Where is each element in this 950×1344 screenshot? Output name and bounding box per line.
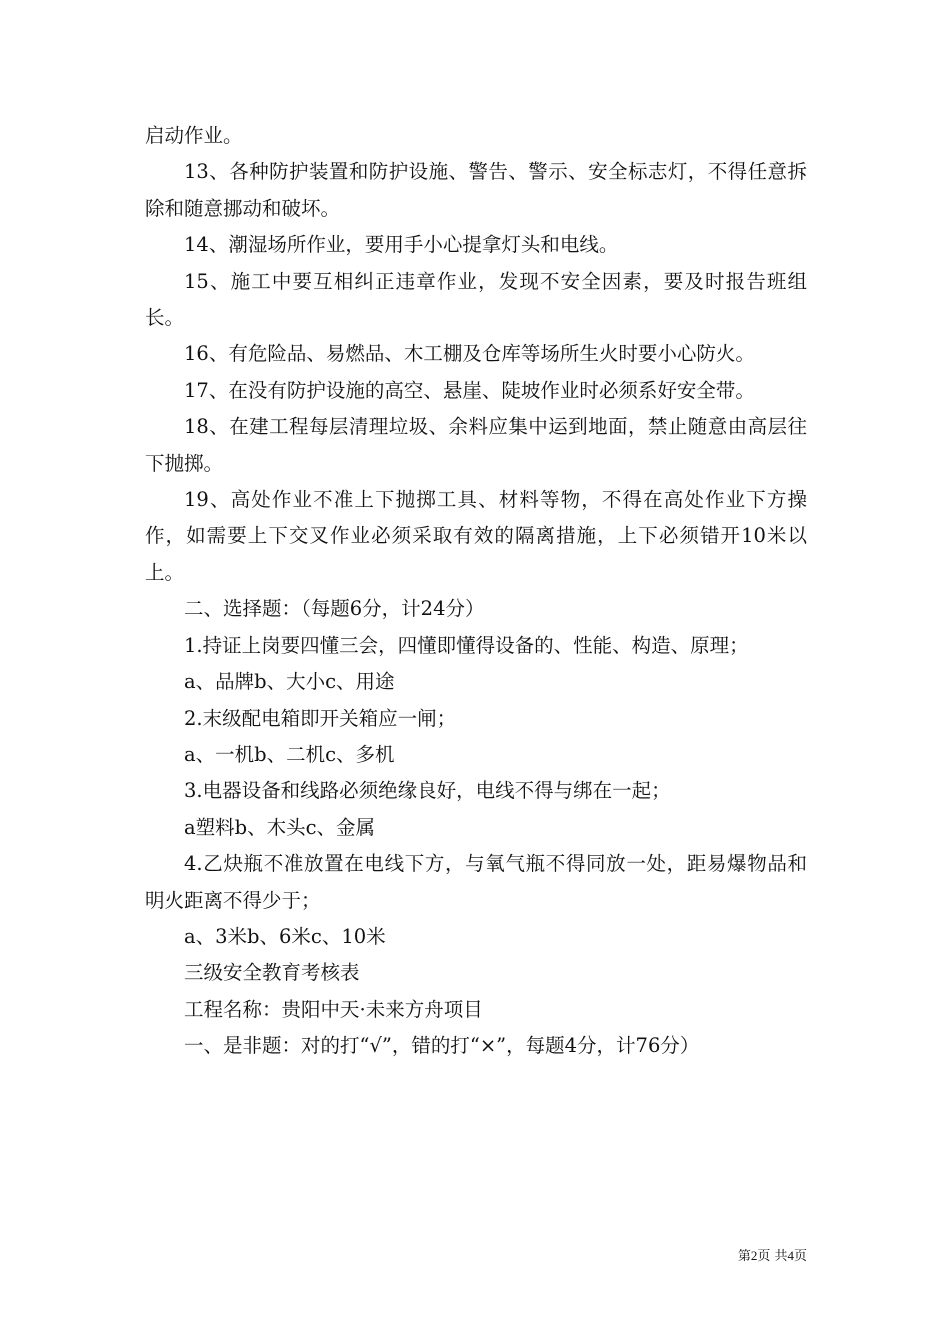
question-text: 1.持证上岗要四懂三会，四懂即懂得设备的、性能、构造、原理； (184, 633, 749, 657)
footer-prefix: 第 (737, 1249, 751, 1264)
paragraph: 14、潮湿场所作业，要用手小心提拿灯头和电线。 (184, 233, 619, 257)
current-page-number: 2 (750, 1248, 758, 1263)
form-title: 三级安全教育考核表 (184, 961, 360, 985)
question-options: a、3米b、6米c、10米 (184, 924, 386, 948)
document-body (145, 118, 807, 1065)
paragraph: 13、各种防护装置和防护设施、警告、警示、安全标志灯，不得任意拆除和随意挪动和破坏。 (145, 160, 807, 220)
footer-middle: 页 共 (757, 1249, 788, 1264)
paragraph: 19、高处作业不准上下抛掷工具、材料等物，不得在高处作业下方操作，如需要上下交叉作业必须采取有效的隔离措施，上下必须错开10米以上。 (145, 488, 807, 584)
question-options: a、品牌b、大小c、用途 (184, 670, 395, 694)
question-text: 4.乙炔瓶不准放置在电线下方，与氧气瓶不得同放一处，距易爆物品和明火距离不得少于； (145, 852, 807, 912)
question-options: a塑料b、木头c、金属 (184, 815, 376, 839)
paragraph: 15、施工中要互相纠正违章作业，发现不安全因素，要及时报告班组长。 (145, 269, 807, 330)
paragraph: 17、在没有防护设施的高空、悬崖、陡坡作业时必须系好安全带。 (184, 378, 755, 402)
total-page-number: 4 (787, 1248, 794, 1263)
footer-suffix: 页 (793, 1249, 807, 1264)
question-options: a、一机b、二机c、多机 (184, 742, 395, 766)
page-footer (738, 1247, 807, 1266)
question-text: 3.电器设备和线路必须绝缘良好，电线不得与绑在一起； (184, 779, 671, 803)
project-name: 工程名称：贵阳中天·未来方舟项目 (184, 997, 483, 1021)
paragraph: 启动作业。 (145, 124, 243, 147)
paragraph: 16、有危险品、易燃品、木工棚及仓库等场所生火时要小心防火。 (184, 342, 755, 366)
paragraph: 18、在建工程每层清理垃圾、余料应集中运到地面，禁止随意由高层往下抛掷。 (145, 415, 807, 475)
question-text: 2.末级配电箱即开关箱应一闸； (184, 706, 457, 730)
section-heading: 二、选择题：（每题6分，计24分） (184, 597, 485, 621)
section-heading: 一、是非题：对的打“√”，错的打“×”，每题4分，计76分） (184, 1034, 700, 1058)
